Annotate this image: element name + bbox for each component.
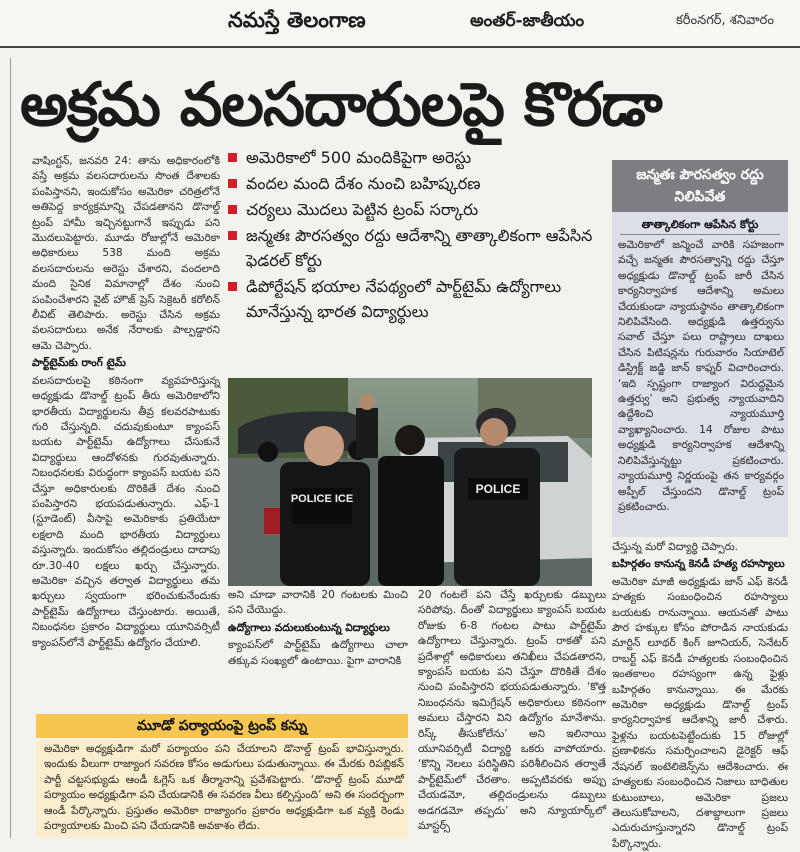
article-subheading: ఉద్యోగాలు వదులుకుంటున్న విద్యార్థులు [228, 621, 390, 634]
bullet-item [222, 197, 608, 222]
article-paragraph: అని చూడా వారానికి 20 గంటలకు మించి పని చేయొద్దు. [228, 589, 408, 617]
bullet-text: వందల మంది దేశం నుంచి బహిష్కరణ [246, 174, 481, 193]
bullet-square-icon [228, 179, 237, 188]
article-paragraph: క్యాంపస్‌లో పార్ట్‌టైమ్ ఉద్యోగాలు చాలా తక్కువ సంఖ్యలో ఉంటాయి. పైగా వారానికి [228, 639, 408, 667]
article-paragraph: వలసదారులపై కఠినంగా వ్యవహరిస్తున్న అధ్యక్షుడు డొనాల్డ్ ట్రంప్ తీరు అమెరికాలోని భారతీయ విద్యార్థులను తీవ్ర కలవరపాటుకు గురి చేస్తున్నది. చదువుకుంటూ క్యాంపస్ బయట పార్ట్‌టైమ్ ఉద్యోగాలు చేసుకునే విద్యార్థులు ఆందోళనకు గురవుతున్నారు. నిబంధనలకు విరుద్ధంగా క్యాంపస్ బయట పని చేస్తూ అధికారులకు దొరికితే దేశం నుంచి పంపిస్తారని భయపడుతున్నారు. ఎఫ్-1 (స్టూడెంట్) వీసాపై అమెరికాకు ప్రతియేటా లక్షలాది మంది భారతీయ విద్యార్థులు వస్తున్నారు. ఇందుకోసం తల్లిదండ్రులు దాదాపు రూ.30-40 లక్షలు ఖర్చు చేస్తున్నారు. అమెరికా వచ్చిన తర్వాత విద్యార్థులు తమ ఖర్చులు స్వయంగా భరించుకునేందుకు పార్ట్‌టైమ్ ఉద్యోగాలు చేస్తుంటారు. అయితే, నిబంధనల ప్రకారం విద్యార్థులు యూనివర్సిటీ క్యాంపస్‌లోనే పార్ట్‌టైమ్ ఉద్యోగం చేయాలి. [32, 374, 220, 649]
bullet-square-icon [228, 231, 237, 240]
bullet-text: డిపోర్టేషన్ భయాల నేపథ్యంలో పార్ట్‌టైమ్ ఉద్యోగాలు మానేస్తున్న భారత విద్యార్థులు [246, 277, 562, 321]
sidebar-box-text: అమెరికాలో జన్మించే వారికి సహజంగా వచ్చే జన్మతః పౌరసత్వాన్ని రద్దు చేస్తూ అధ్యక్షుడు డొనాల్డ్ ట్రంప్ జారీ చేసిన కార్యనిర్వాహక ఆదేశాన్ని అమలు చేయకుండా న్యాయస్థానం తాత్కాలికంగా నిలిపివేసింది. అధ్యక్షుడి ఉత్తర్వును సవాల్ చేస్తూ పలు రాష్ట్రాలు దాఖలు చేసిన పిటిషన్లను గురువారం సియాటెల్ డిస్ట్రిక్ట్ జడ్జి జాన్ కాఫ్నర్ విచారించారు. ‘ఇది స్పష్టంగా రాజ్యాంగ విరుద్ధమైన ఉత్తర్వు’ అని ప్రభుత్వ న్యాయవాదిని ఉద్దేశించి న్యాయమూర్తి వ్యాఖ్యానించారు. 14 రోజుల పాటు అధ్యక్షుడి కార్యనిర్వాహక ఆదేశాన్ని నిలిపివేస్తున్నట్టు ప్రకటించారు. న్యాయమూర్తి నిర్ణయంపై తన కార్యవర్గం అప్పీల్ చేస్తుందని డొనాల్డ్ ట్రంప్ ప్రకటించారు. [618, 239, 784, 513]
article-column-right [612, 540, 788, 850]
column-rule [10, 58, 11, 838]
highlight-bullets [222, 145, 608, 325]
article-paragraph: వాషింగ్టన్, జనవరి 24: తాను అధికారంలోకి వస్తే అక్రమ వలసదారులను సొంత దేశాలకు పంపిస్తానని, ఇందుకోసం అమెరికా చరిత్రలోనే అతిపెద్ద కార్యక్రమాన్ని చేపడతానని డొనాల్డ్ ట్రంప్ హామీ ఇచ్చినట్టుగానే ఇప్పుడు పని మొదలుపెట్టారు. మూడు రోజుల్లోనే అమెరికా అధికారులు 538 మంది అక్రమ వలసదారులను అరెస్టు చేశారని, వందలాది మంది సైనిక విమానాల్లో దేశం నుంచి పంపించేశారని వైట్ హౌజ్ ప్రెస్ సెక్రెటరీ కరోలిన్ లీవిట్ తెలిపారు. అరెస్టు చేసిన అక్రమ వలసదారులు అనేక నేరాలకు పాల్పడ్డారని ఆమె చెప్పారు. [32, 155, 220, 352]
article-paragraph: 20 గంటలే పని చేస్తే ఖర్చులకు డబ్బులు సరిపోవు. దీంతో విద్యార్థులు క్యాంపస్ బయట రోజుకు 6-8 గంటల పాటు పార్ట్‌టైమ్ ఉద్యోగాలు చేస్తున్నారు. ట్రంప్ రాకతో పని ప్రదేశాల్లో అధికారులు తనిఖీలు చేపడతారని, క్యాంపస్ బయట పని చేస్తూ దొరికితే దేశం నుంచి పంపిస్తారని భయపడుతున్నారు. ‘కొత్త నిబంధనను ఇమిగ్రేషన్ అధికారులు కఠినంగా అమలు చేస్తారని విని ఉద్యోగం మానేశాను. రిస్క్ తీసుకోలేను’ అని ఇలినాయి యూనివర్సిటీ విద్యార్థి ఒకరు వాపోయారు. ‘కొన్ని నెలలు పరిస్థితిని పరిశీలించిన తర్వాతే పార్ట్‌టైమ్‌లో చేరతాం. అప్పటివరకు అప్పు చేయడమో, తల్లిదండ్రులను డబ్బులు అడగడమో తప్పదు’ అని న్యూయార్క్‌లో మాస్టర్స్ [418, 589, 606, 833]
third-term-text: అమెరికా అధ్యక్షుడిగా మరో పర్యాయం పని చేయాలని డొనాల్డ్ ట్రంప్ భావిస్తున్నారు. ఇందుకు వీలుగా రాజ్యాంగ సవరణ కోసం అడుగులు పడుతున్నాయి. ఈ మేరకు రిపబ్లికన్ పార్టీ చట్టసభ్యుడు ఆండీ ఓగ్లెస్ ఒక తీర్మానాన్ని ప్రవేశపెట్టారు. ‘డొనాల్డ్ ట్రంప్ మూడో పర్యాయం అధ్యక్షుడిగా పని చేయడానికి ఈ సవరణ వీలు కల్పిస్తుంది’ అని ఈ సందర్భంగా ఆండీ పేర్కొన్నారు. ప్రస్తుతం అమెరికా రాజ్యాంగం ప్రకారం అధ్యక్షుడిగా ఒక వ్యక్తి రెండు పర్యాయాలకు మించి పని చేయడానికి అవకాశం లేదు. [44, 743, 404, 833]
article-paragraph: చేస్తున్న మరో విద్యార్థి చెప్పారు. [612, 541, 739, 553]
bullet-item [222, 274, 608, 324]
bullet-square-icon [228, 282, 237, 291]
bullet-text: చర్యలు మొదలు పెట్టిన ట్రంప్ సర్కారు [246, 200, 479, 219]
ice-agents-photo [228, 378, 592, 586]
bullet-item [222, 223, 608, 273]
article-column-middle-2 [418, 588, 606, 838]
divider [620, 234, 780, 235]
agent-right-figure [454, 448, 540, 586]
bullet-text: జన్మతః పౌరసత్వం రద్దు ఆదేశాన్ని తాత్కాలికంగా ఆపేసిన ఫెడరల్ కోర్టు [246, 226, 593, 270]
dateline: కరీంనగర్, శనివారం [676, 13, 774, 28]
news-photo [228, 378, 592, 586]
article-column-left [32, 154, 220, 710]
vest-label-right: POLICE [475, 482, 521, 496]
section-name: అంతర్-జాతీయం [470, 11, 585, 31]
article-column-middle-1 [228, 588, 408, 712]
article-subheading: బహిర్గతం కానున్న కెనడీ హత్య రహస్యాలు [612, 558, 785, 571]
bullet-item [222, 145, 608, 170]
headline: అక్రమ వలసదారులపై కొరడా [20, 70, 662, 140]
third-term-heading: మూడో పర్యాయంపై ట్రంప్ కన్ను [36, 714, 408, 738]
sidebar-box-subheading: తాత్కాలికంగా ఆపేసిన కోర్టు [641, 218, 759, 231]
vest-label-left: POLICE ICE [290, 493, 354, 505]
bullet-text: అమెరికాలో 500 మందికిపైగా అరెస్టు [246, 148, 472, 167]
sidebar-box-heading: జన్మతః పౌరసత్వం రద్దు నిలిపివేత [612, 160, 788, 212]
article-paragraph: అమెరికా మాజీ అధ్యక్షుడు జాన్ ఎఫ్ కెనడీ హత్యకు సంబంధించిన రహస్యాలు బయటకు రానున్నాయి. ఆయనతో పాటు పౌర హక్కుల కోసం పోరాడిన నాయకుడు మార్టిన్ లూథర్ కింగ్ జూనియర్, సెనేటర్ రాబర్ట్ ఎఫ్ కెనడీ హత్యలకు సంబంధించిన ఇంతకాలం రహస్యంగా ఉన్న ఫైళ్లు బహిర్గతం కానున్నాయి. ఈ మేరకు అమెరికా అధ్యక్షుడు డొనాల్డ్ ట్రంప్ కార్యనిర్వాహక ఆదేశాన్ని జారీ చేశారు. ఫైళ్లను బయటపెట్టేందుకు 15 రోజుల్లో ప్రణాళికను సమర్పించాలని డైరెక్టర్ ఆఫ్ నేషనల్ ఇంటెలిజెన్స్‌ను ఆదేశించారు. ఈ హత్యలకు సంబంధించిన నిజాలు బాధితుల కుటుంబాలు, అమెరికా ప్రజలు తెలుసుకోవాలని, దశాబ్దాలుగా ప్రజలు ఎదురుచూస్తున్నారని డొనాల్డ్ ట్రంప్ పేర్కొన్నారు. [612, 575, 788, 850]
article-subheading: పార్ట్‌టైమ్‌కు రాంగ్ టైమ్ [32, 357, 126, 370]
bullet-item [222, 171, 608, 196]
bullet-square-icon [228, 153, 237, 162]
bullet-square-icon [228, 205, 237, 214]
newspaper-name: నమస్తే తెలంగాణ [228, 8, 366, 32]
